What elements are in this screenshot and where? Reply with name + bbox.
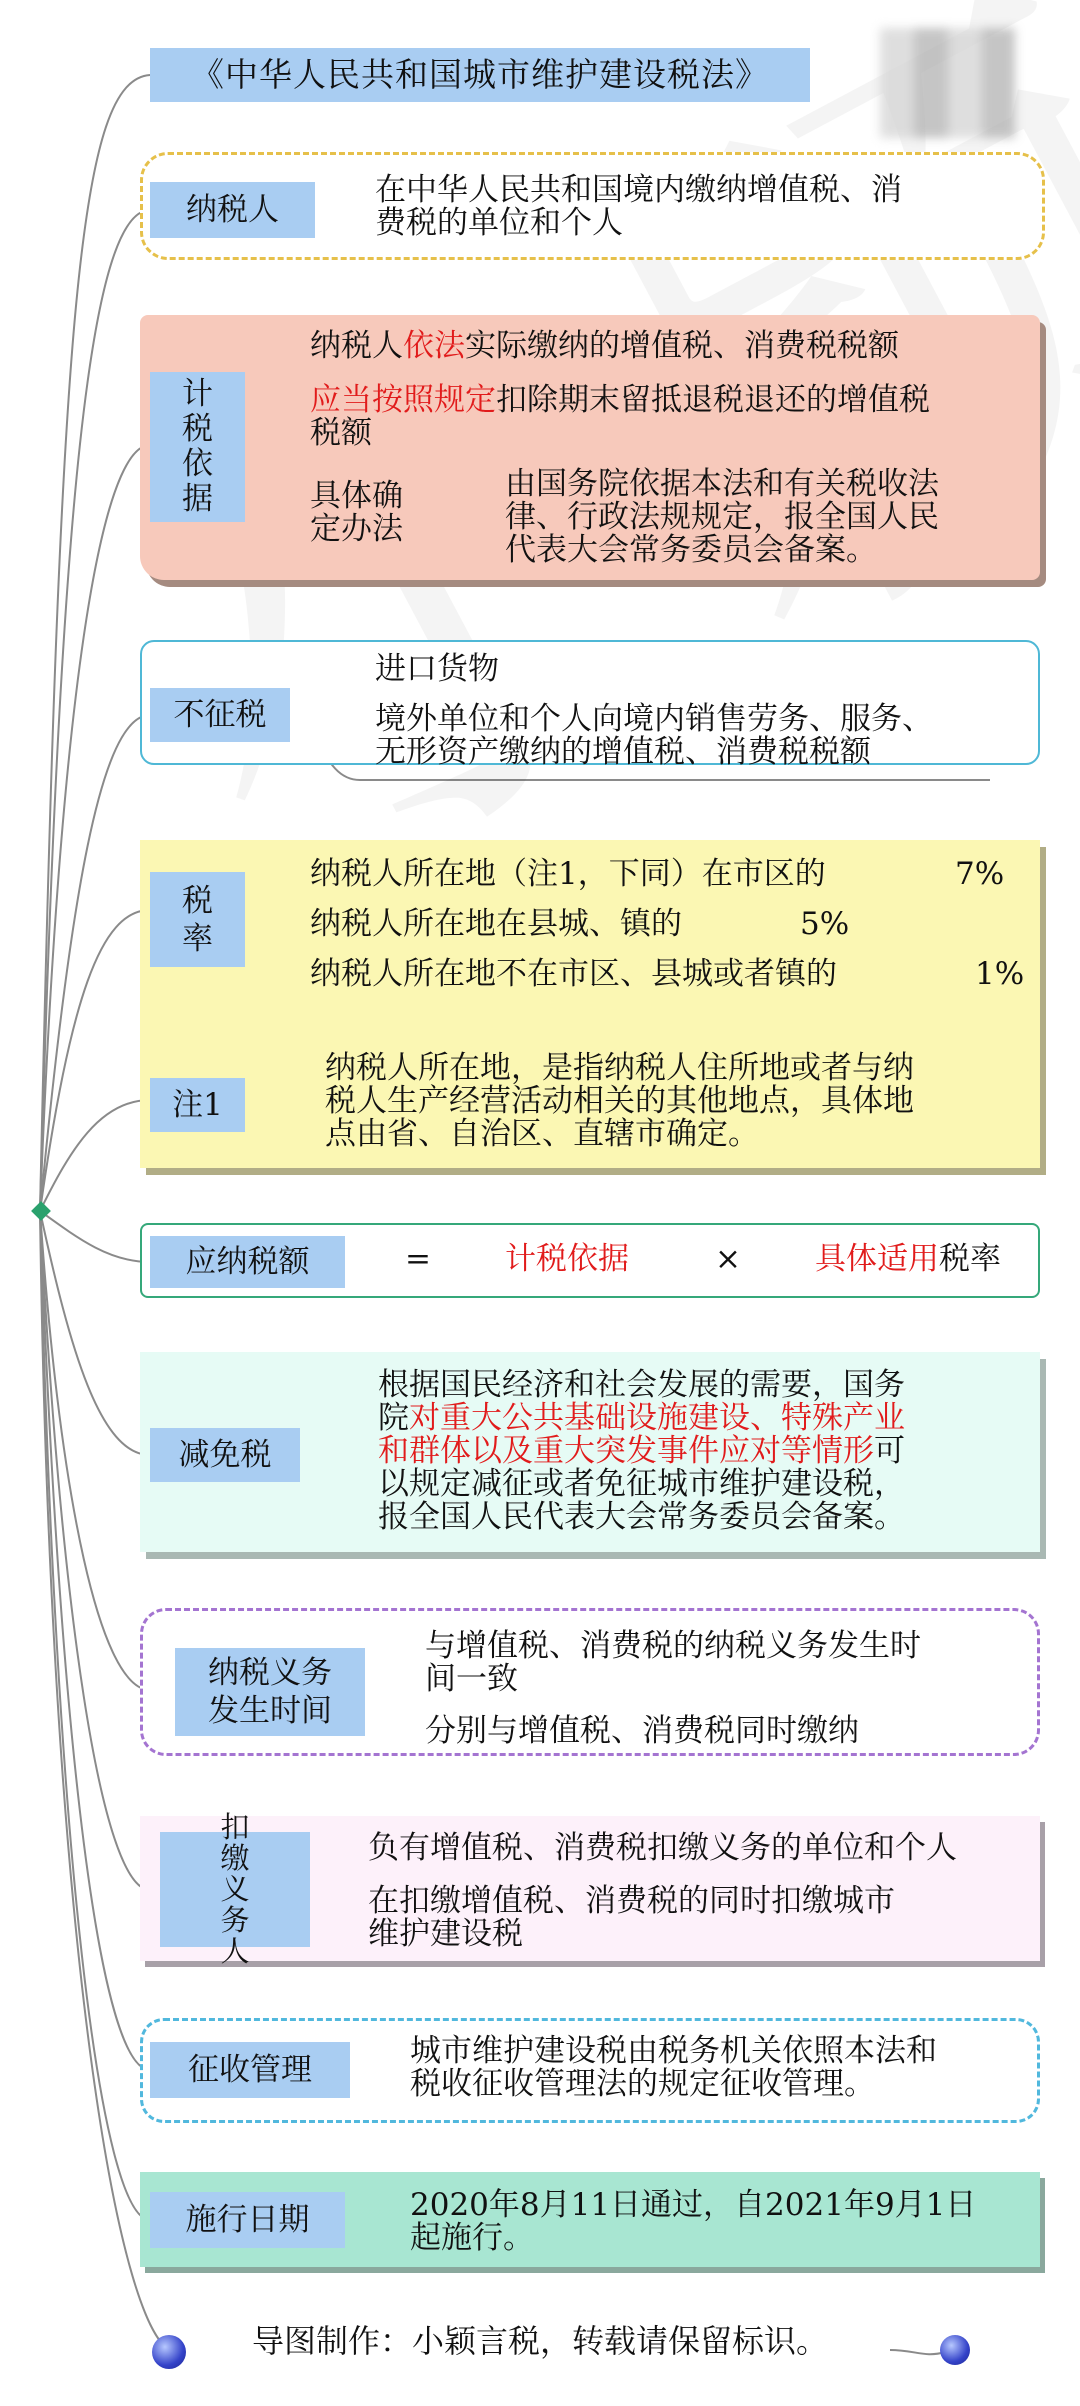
tax-basis-line-1: 纳税人依法实际缴纳的增值税、消费税税额 bbox=[310, 328, 899, 364]
effective-date-text: 2020年8月11日通过，自2021年9月1日 起施行。 bbox=[410, 2187, 977, 2256]
blurred-logo bbox=[880, 28, 1015, 138]
reduction-text: 根据国民经济和社会发展的需要，国务 院对重大公共基础设施建设、特殊产业 和群体以及重大突发事件应对等情形可 以规定减征或者免征城市维护建设税， 报全国人民代表大会常务委员会备案。 bbox=[378, 1367, 905, 1535]
tax-basis-label: 计 税 依 据 bbox=[150, 372, 245, 522]
payable-rate: 具体适用税率 bbox=[815, 1241, 1001, 1277]
payable-equals: = bbox=[405, 1241, 431, 1277]
withholding-item-2: 在扣缴增值税、消费税的同时扣缴城市 维护建设税 bbox=[368, 1883, 895, 1952]
obligation-time-item-2: 分别与增值税、消费税同时缴纳 bbox=[425, 1713, 859, 1749]
rate-row-2-value: 5% bbox=[800, 906, 850, 942]
payable-basis: 计税依据 bbox=[505, 1241, 629, 1277]
taxpayer-text: 在中华人民共和国境内缴纳增值税、消 费税的单位和个人 bbox=[375, 172, 902, 241]
note-1-label: 注1 bbox=[150, 1078, 245, 1132]
no-levy-item-2: 境外单位和个人向境内销售劳务、服务、 无形资产缴纳的增值税、消费税税额 bbox=[375, 701, 933, 770]
tax-basis-method-text: 由国务院依据本法和有关税收法 律、行政法规规定，报全国人民 代表大会常务委员会备案。 bbox=[505, 466, 939, 568]
rate-row-1-text: 纳税人所在地（注1，下同）在市区的 bbox=[310, 856, 826, 892]
taxpayer-label: 纳税人 bbox=[150, 182, 315, 238]
reduction-label: 减免税 bbox=[150, 1428, 300, 1482]
payable-label: 应纳税额 bbox=[150, 1236, 345, 1288]
administration-label: 征收管理 bbox=[150, 2042, 350, 2098]
withholding-item-1: 负有增值税、消费税扣缴义务的单位和个人 bbox=[368, 1830, 957, 1866]
no-levy-item-1: 进口货物 bbox=[375, 651, 499, 687]
rate-row-1-value: 7% bbox=[955, 856, 1005, 892]
apple-icon bbox=[940, 2335, 970, 2365]
tax-basis-line-2: 应当按照规定扣除期末留抵退税退还的增值税 税额 bbox=[310, 382, 930, 451]
obligation-time-item-1: 与增值税、消费税的纳税义务发生时 间一致 bbox=[425, 1628, 921, 1697]
effective-date-label: 施行日期 bbox=[150, 2192, 345, 2248]
page-title: 《中华人民共和国城市维护建设税法》 bbox=[150, 48, 810, 102]
rate-row-3-value: 1% bbox=[975, 956, 1025, 992]
tax-basis-method-label: 具体确 定办法 bbox=[310, 478, 403, 547]
administration-text: 城市维护建设税由税务机关依照本法和 税收征收管理法的规定征收管理。 bbox=[410, 2033, 937, 2102]
payable-times: × bbox=[715, 1241, 741, 1277]
rate-row-3-text: 纳税人所在地不在市区、县城或者镇的 bbox=[310, 956, 837, 992]
withholding-label: 扣 缴 义 务 人 bbox=[160, 1832, 310, 1947]
rate-label: 税 率 bbox=[150, 872, 245, 967]
footer-credit: 导图制作：小颖言税，转载请保留标识。 bbox=[251, 2322, 828, 2360]
no-levy-label: 不征税 bbox=[150, 688, 290, 742]
note-1-text: 纳税人所在地，是指纳税人住所地或者与纳 税人生产经营活动相关的其他地点，具体地 点由省、自治区、直辖市确定。 bbox=[325, 1050, 914, 1152]
rate-row-2-text: 纳税人所在地在县城、镇的 bbox=[310, 906, 682, 942]
obligation-time-label: 纳税义务 发生时间 bbox=[175, 1648, 365, 1736]
